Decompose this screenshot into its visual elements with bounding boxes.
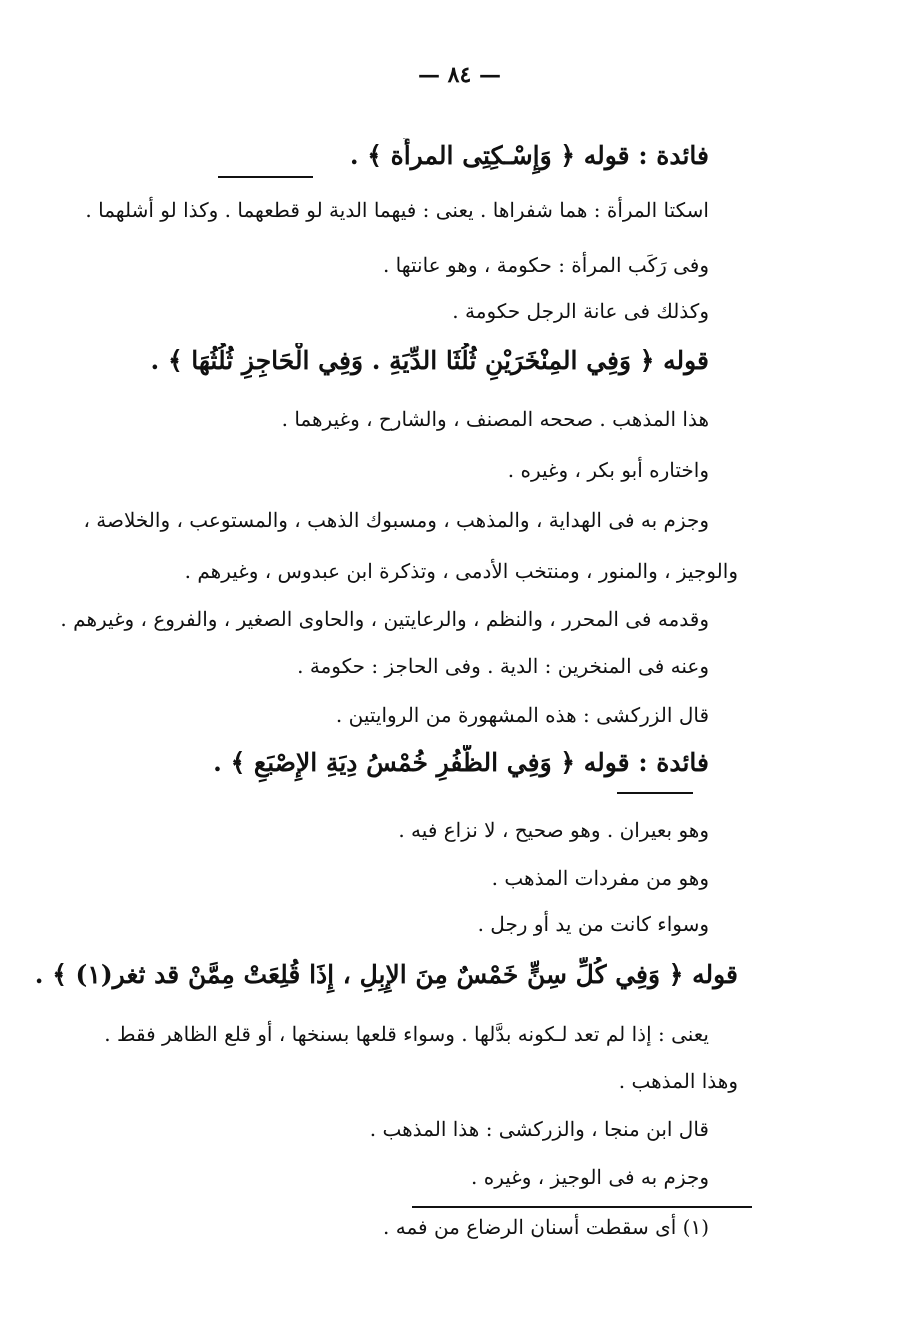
text-line: وجزم به فى الهداية ، والمذهب ، ومسبوك الذهب ، والمستوعب ، والخلاصة ،: [83, 508, 709, 532]
heading-underline: [218, 176, 313, 178]
text-line: وكذلك فى عانة الرجل حكومة .: [452, 299, 709, 323]
text-line: وهذا المذهب .: [618, 1069, 738, 1093]
text-line: وعنه فى المنخرين : الدية . وفى الحاجز : حكومة .: [297, 654, 709, 678]
text-line: وهو بعيران . وهو صحيح ، لا نزاع فيه .: [398, 818, 709, 842]
text-line: اسكتا المرأة : هما شفراها . يعنى : فيهما الدية لو قطعهما . وكذا لو أشلهما .: [85, 198, 709, 222]
text-line: وفى رَكَب المرأة : حكومة ، وهو عانتها .: [382, 253, 709, 277]
heading-line: قوله ﴿ وَفِي كُلِّ سِنٍّ خَمْسٌ مِنَ الإِبِلِ ، إِذَا قُلِعَتْ مِمَّنْ قد ثغر(١) ﴾ .: [34, 960, 738, 989]
heading-underline: [617, 792, 693, 794]
text-line: وقدمه فى المحرر ، والنظم ، والرعايتين ، والحاوى الصغير ، والفروع ، وغيرهم .: [60, 607, 709, 631]
text-line: وهو من مفردات المذهب .: [491, 866, 709, 890]
text-line: وجزم به فى الوجيز ، وغيره .: [471, 1165, 709, 1189]
text-line: قال ابن منجا ، والزركشى : هذا المذهب .: [369, 1117, 709, 1141]
page-number: — ٨٤ —: [418, 62, 501, 88]
heading-line: فائدة : قوله ﴿ وَفِي الظُّفُرِ خُمْسُ دِيَةِ الإِصْبَعِ ﴾ .: [213, 748, 709, 777]
heading-line: قوله ﴿ وَفِي المِنْخَرَيْنِ ثُلُثَا الدِّيَةِ . وَفِي الْحَاجِزِ ثُلُثُهَا ﴾ .: [150, 346, 709, 375]
text-line: قال الزركشى : هذه المشهورة من الروايتين .: [335, 703, 709, 727]
text-line: والوجيز ، والمنور ، ومنتخب الأدمى ، وتذكرة ابن عبدوس ، وغيرهم .: [184, 559, 738, 583]
text-line: واختاره أبو بكر ، وغيره .: [507, 458, 709, 482]
footnote: (١) أى سقطت أسنان الرضاع من فمه .: [383, 1215, 709, 1239]
text-line: يعنى : إذا لم تعد لـكونه بدَّلها . وسواء قلعها بسنخها ، أو قلع الظاهر فقط .: [104, 1022, 709, 1046]
text-line: هذا المذهب . صححه المصنف ، والشارح ، وغيرهما .: [281, 407, 709, 431]
footnote-separator: [412, 1206, 752, 1208]
text-line: وسواء كانت من يد أو رجل .: [477, 912, 709, 936]
heading-line: فائدة : قوله ﴿ وَإِسْـكِتِى المرأَة ﴾ .: [349, 141, 709, 170]
